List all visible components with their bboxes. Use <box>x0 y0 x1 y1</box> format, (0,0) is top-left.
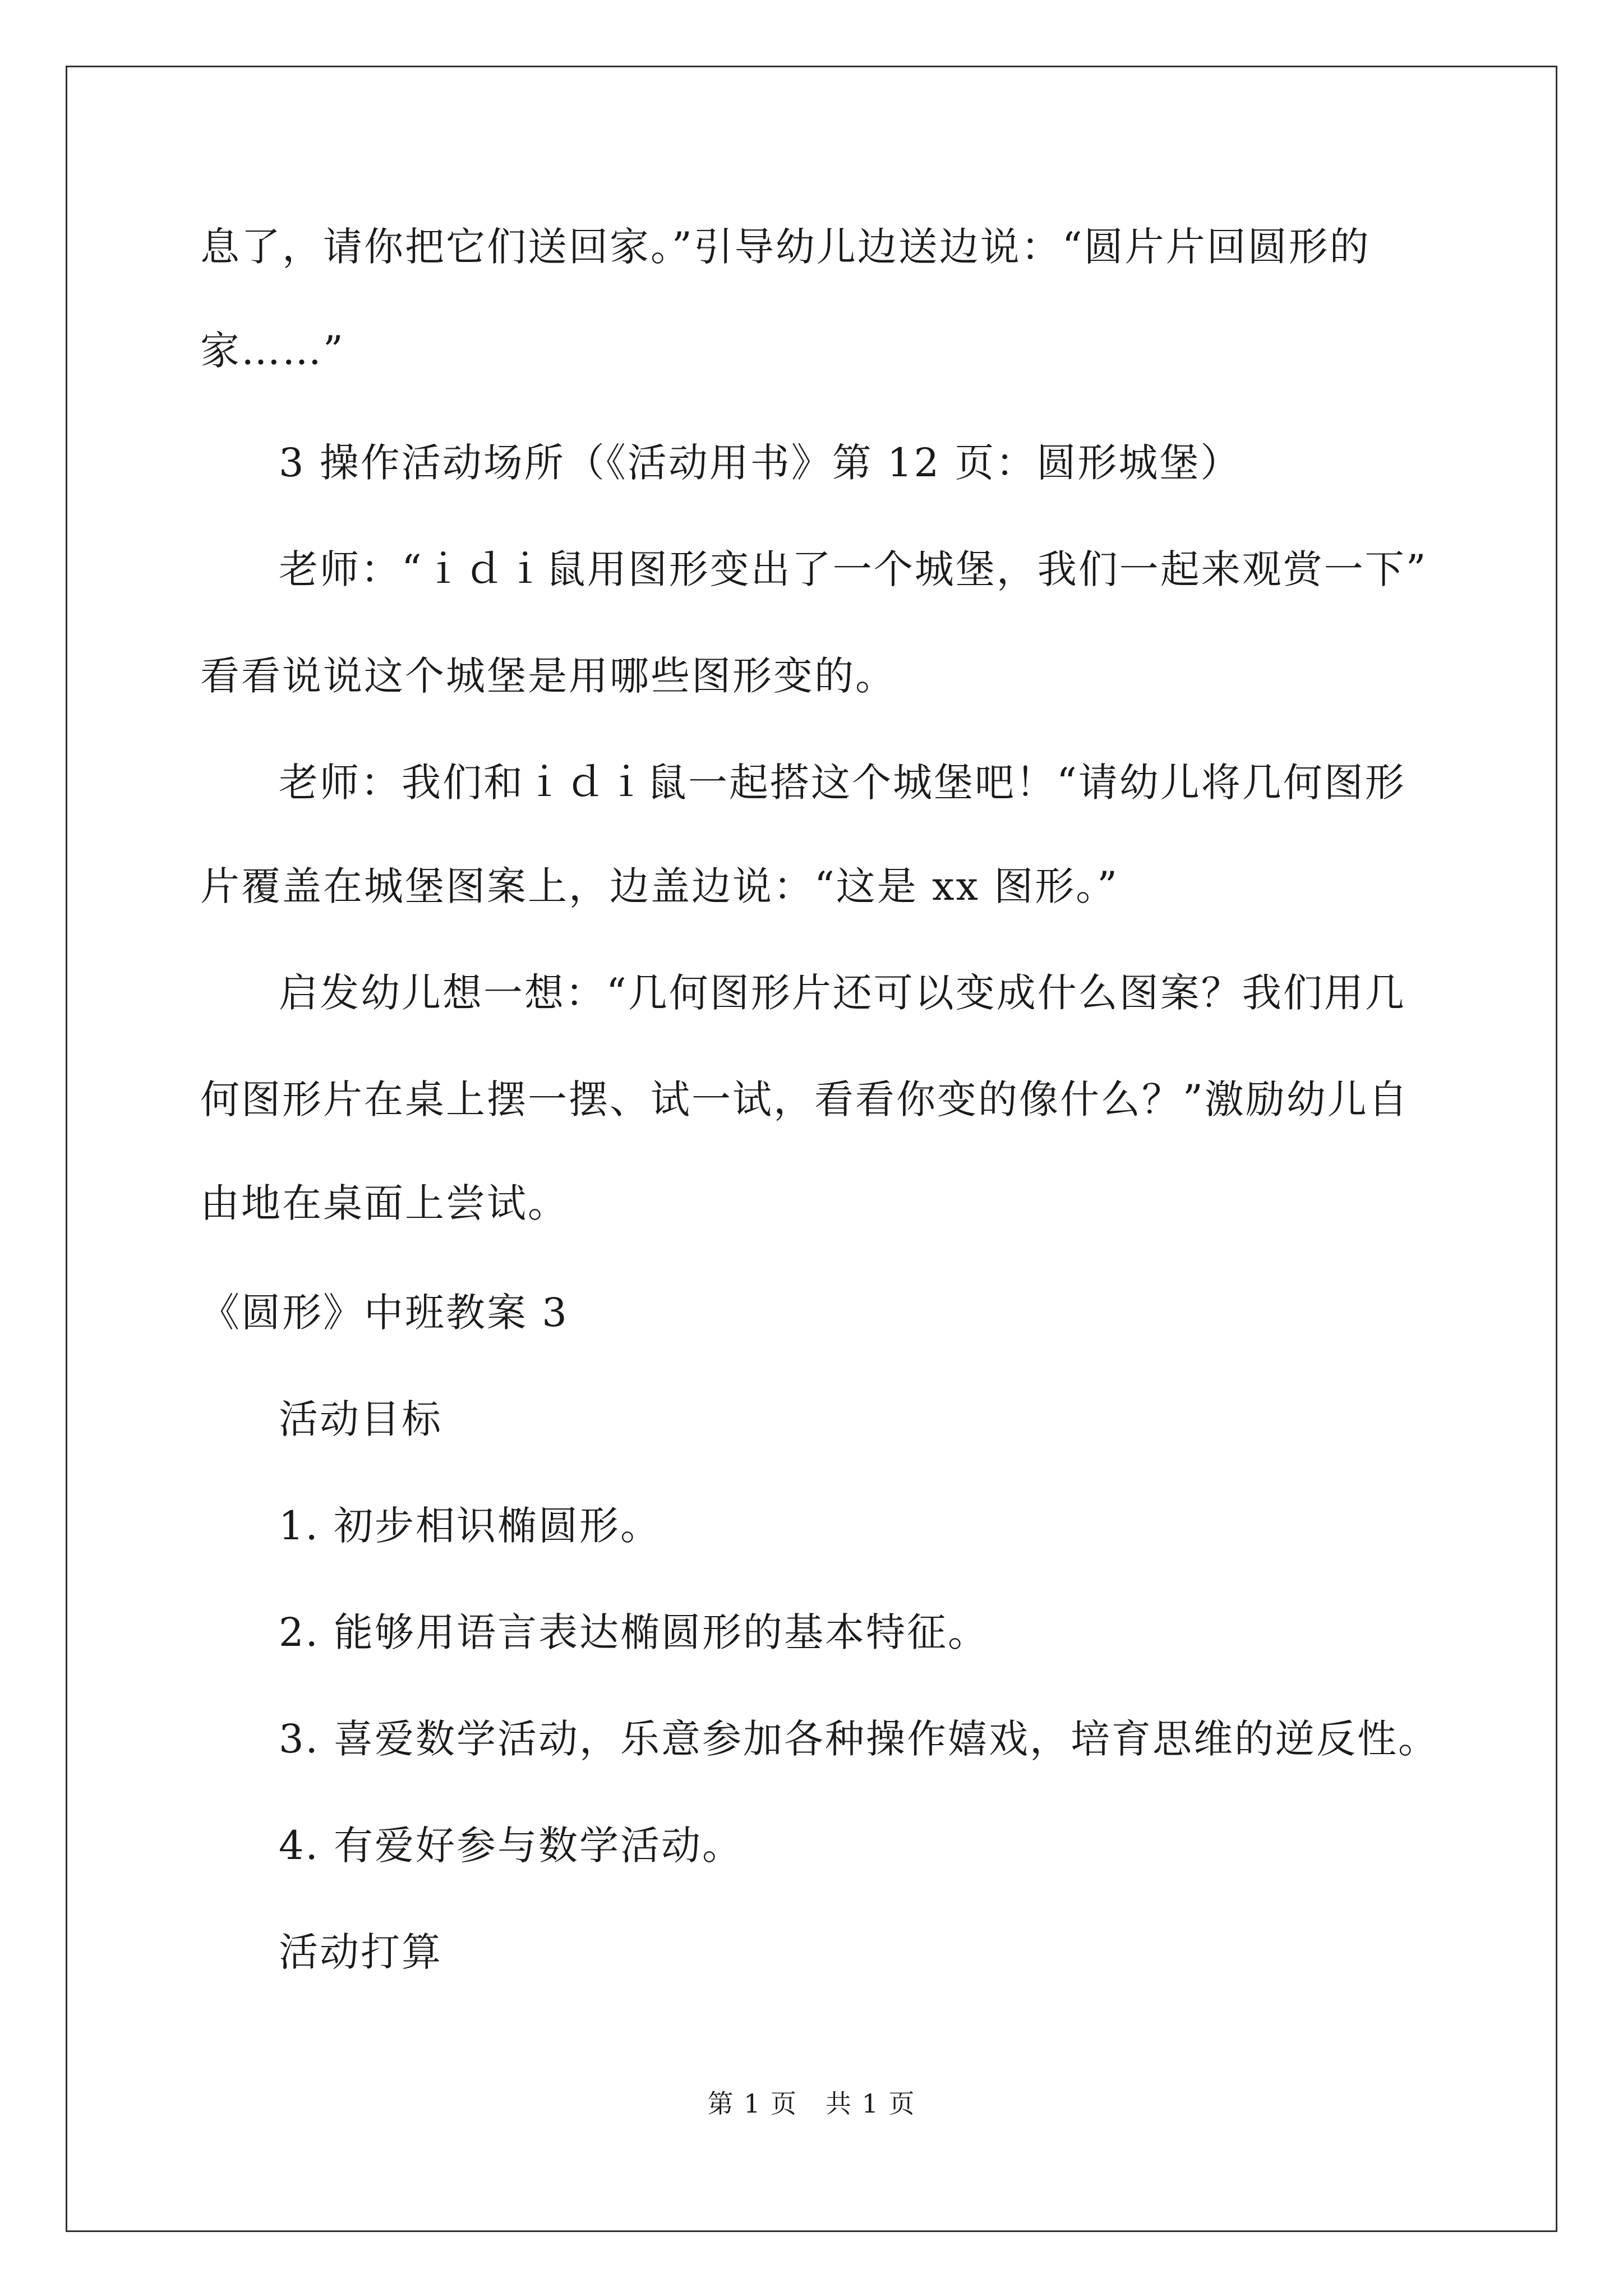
paragraph-line: 看看说说这个城堡是用哪些图形变的。 <box>200 653 896 699</box>
page-number-current: 第 1 页 <box>707 2088 797 2119</box>
section-heading: 《圆形》中班教案 3 <box>200 1290 569 1336</box>
paragraph-line: 3 操作活动场所（《活动用书》第 12 页：圆形城堡） <box>279 440 1242 486</box>
list-item: 3. 喜爱数学活动，乐意参加各种操作嬉戏，培育思维的逆反性。 <box>279 1716 1440 1762</box>
paragraph-line: 何图形片在桌上摆一摆、试一试，看看你变的像什么？”激励幼儿自 <box>200 1076 1409 1122</box>
subheading: 活动目标 <box>279 1396 442 1442</box>
list-item: 2. 能够用语言表达椭圆形的基本特征。 <box>279 1609 989 1655</box>
paragraph-line: 老师：我们和ｉｄｉ鼠一起搭这个城堡吧！“请幼儿将几何图形 <box>279 760 1406 806</box>
page-border <box>66 66 1557 2232</box>
list-item: 1. 初步相识椭圆形。 <box>279 1503 662 1549</box>
subheading: 活动打算 <box>279 1929 442 1975</box>
paragraph-line: 片覆盖在城堡图案上，边盖边说：“这是 xx 图形。” <box>200 863 1119 909</box>
paragraph-line: 家……” <box>200 328 345 374</box>
paragraph-line: 老师：“ｉｄｉ鼠用图形变出了一个城堡，我们一起来观赏一下” <box>279 546 1428 592</box>
paragraph-line: 由地在桌面上尝试。 <box>200 1180 569 1226</box>
list-item: 4. 有爱好参与数学活动。 <box>279 1823 744 1869</box>
paragraph-line: 启发幼儿想一想：“几何图形片还可以变成什么图案？我们用几 <box>279 970 1406 1016</box>
page-number-total: 共 1 页 <box>826 2088 916 2119</box>
paragraph-line: 息了，请你把它们送回家。”引导幼儿边送边说：“圆片片回圆形的 <box>200 224 1371 270</box>
page-footer <box>0 2087 1623 2120</box>
